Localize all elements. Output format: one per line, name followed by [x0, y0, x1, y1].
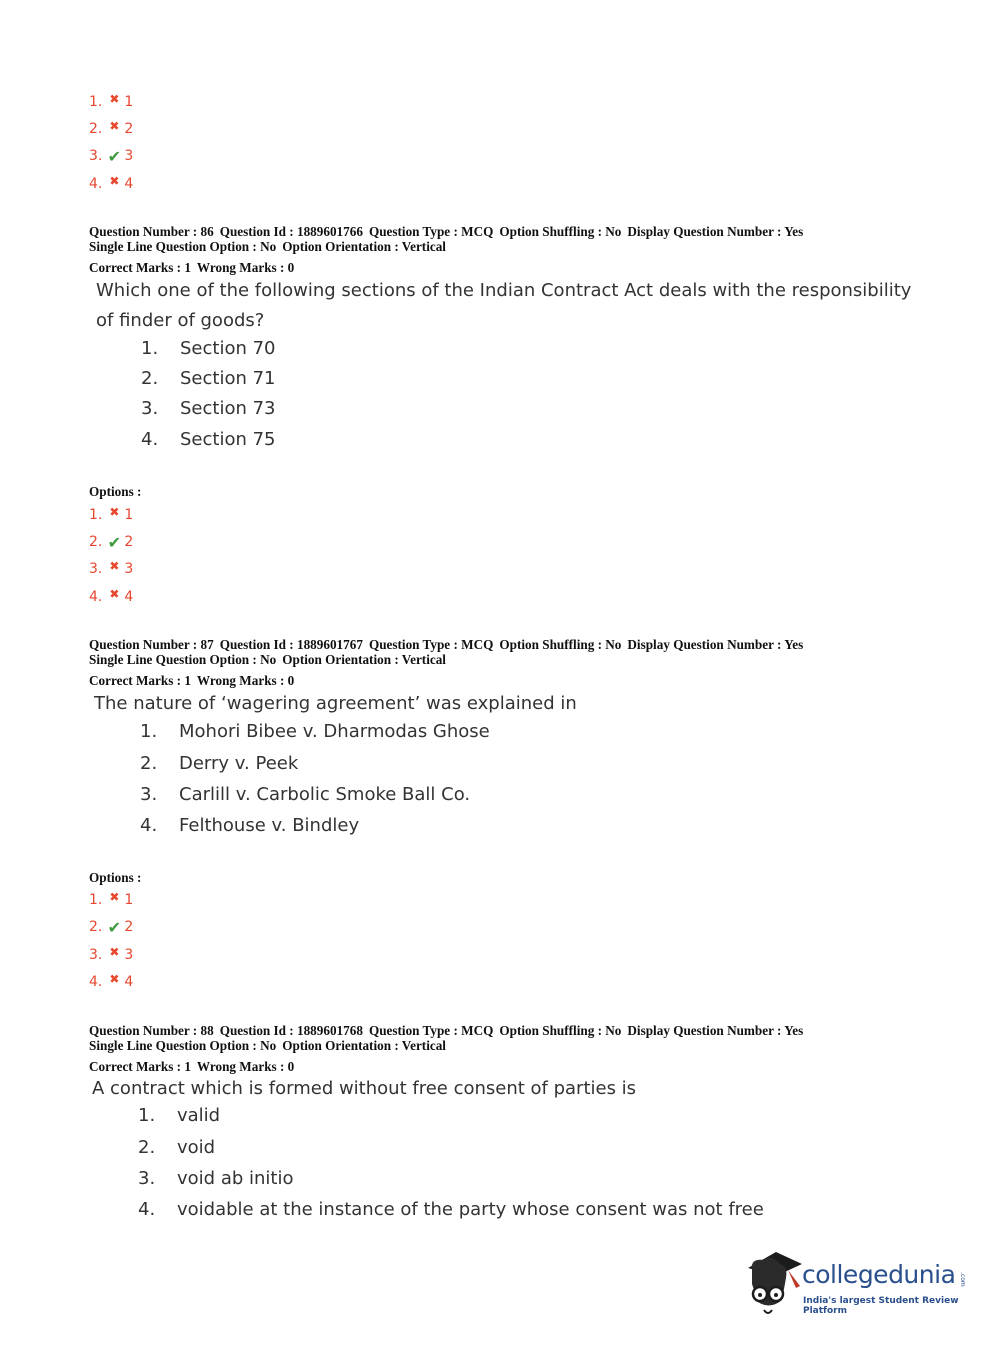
- option-line: 2. ✔ 2: [89, 532, 134, 552]
- question-text: The nature of ‘wagering agreement’ was explained in: [94, 693, 577, 714]
- question-meta: Question Number : 87 Question Id : 1889601767 Question Type : MCQ Option Shuffling : No Display Question Number : Yes Single Line Question Option : No Option Orientation : Vertical: [89, 637, 804, 667]
- options-label: Options :: [89, 484, 142, 499]
- answer-choice: 1. Section 70: [141, 338, 276, 359]
- option-line: 1. ✖ 1: [89, 92, 134, 110]
- option-line: 1. ✖ 1: [89, 505, 134, 523]
- options-label: Options :: [89, 870, 142, 885]
- question-marks: Correct Marks : 1 Wrong Marks : 0: [89, 260, 295, 275]
- cross-icon: ✖: [109, 92, 120, 106]
- answer-choice: 3. void ab initio: [138, 1168, 294, 1189]
- check-icon: ✔: [107, 917, 122, 937]
- question-meta: Question Number : 86 Question Id : 1889601766 Question Type : MCQ Option Shuffling : No Display Question Number : Yes Single Line Question Option : No Option Orientation : Vertical: [89, 224, 804, 254]
- answer-choice: 4. voidable at the instance of the party whose consent was not free: [138, 1199, 764, 1220]
- cross-icon: ✖: [109, 559, 120, 573]
- cross-icon: ✖: [109, 890, 120, 904]
- check-icon: ✔: [107, 532, 122, 552]
- option-line: 3. ✖ 3: [89, 559, 134, 577]
- answer-choice: 3. Section 73: [141, 398, 276, 419]
- question-text: Which one of the following sections of the Indian Contract Act deals with the responsibility of finder of goods?: [96, 280, 912, 331]
- brand-tagline: India's largest Student Review Platform: [803, 1296, 959, 1316]
- collegedunia-logo: [742, 1250, 972, 1320]
- cross-icon: ✖: [109, 587, 120, 601]
- answer-choice: 1. Mohori Bibee v. Dharmodas Ghose: [140, 721, 490, 742]
- answer-choice: 1. valid: [138, 1105, 221, 1126]
- option-line: 2. ✔ 2: [89, 917, 134, 937]
- answer-choice: 4. Felthouse v. Bindley: [140, 815, 360, 836]
- option-line: 4. ✖ 4: [89, 587, 134, 605]
- cross-icon: ✖: [109, 119, 120, 133]
- question-meta: Question Number : 88 Question Id : 1889601768 Question Type : MCQ Option Shuffling : No Display Question Number : Yes Single Line Question Option : No Option Orientation : Vertical: [89, 1023, 804, 1053]
- brand-name: collegedunia: [802, 1260, 956, 1289]
- question-text: A contract which is formed without free consent of parties is: [92, 1078, 637, 1099]
- check-icon: ✔: [107, 146, 122, 166]
- answer-choice: 3. Carlill v. Carbolic Smoke Ball Co.: [140, 784, 471, 805]
- question-marks: Correct Marks : 1 Wrong Marks : 0: [89, 673, 295, 688]
- cross-icon: ✖: [109, 945, 120, 959]
- cross-icon: ✖: [109, 972, 120, 986]
- option-line: 3. ✖ 3: [89, 945, 134, 963]
- option-line: 1. ✖ 1: [89, 890, 134, 908]
- question-marks: Correct Marks : 1 Wrong Marks : 0: [89, 1059, 295, 1074]
- mascot-icon: [742, 1250, 802, 1320]
- cross-icon: ✖: [109, 174, 120, 188]
- answer-choice: 2. Derry v. Peek: [140, 753, 299, 774]
- answer-choice: 2. Section 71: [141, 368, 276, 389]
- answer-choice: 4. Section 75: [141, 429, 276, 450]
- cross-icon: ✖: [109, 505, 120, 519]
- option-line: 3. ✔ 3: [89, 146, 134, 166]
- option-line: 4. ✖ 4: [89, 972, 134, 990]
- option-line: 2. ✖ 2: [89, 119, 134, 137]
- brand-com: .com: [959, 1272, 966, 1287]
- option-line: 4. ✖ 4: [89, 174, 134, 192]
- answer-choice: 2. void: [138, 1137, 216, 1158]
